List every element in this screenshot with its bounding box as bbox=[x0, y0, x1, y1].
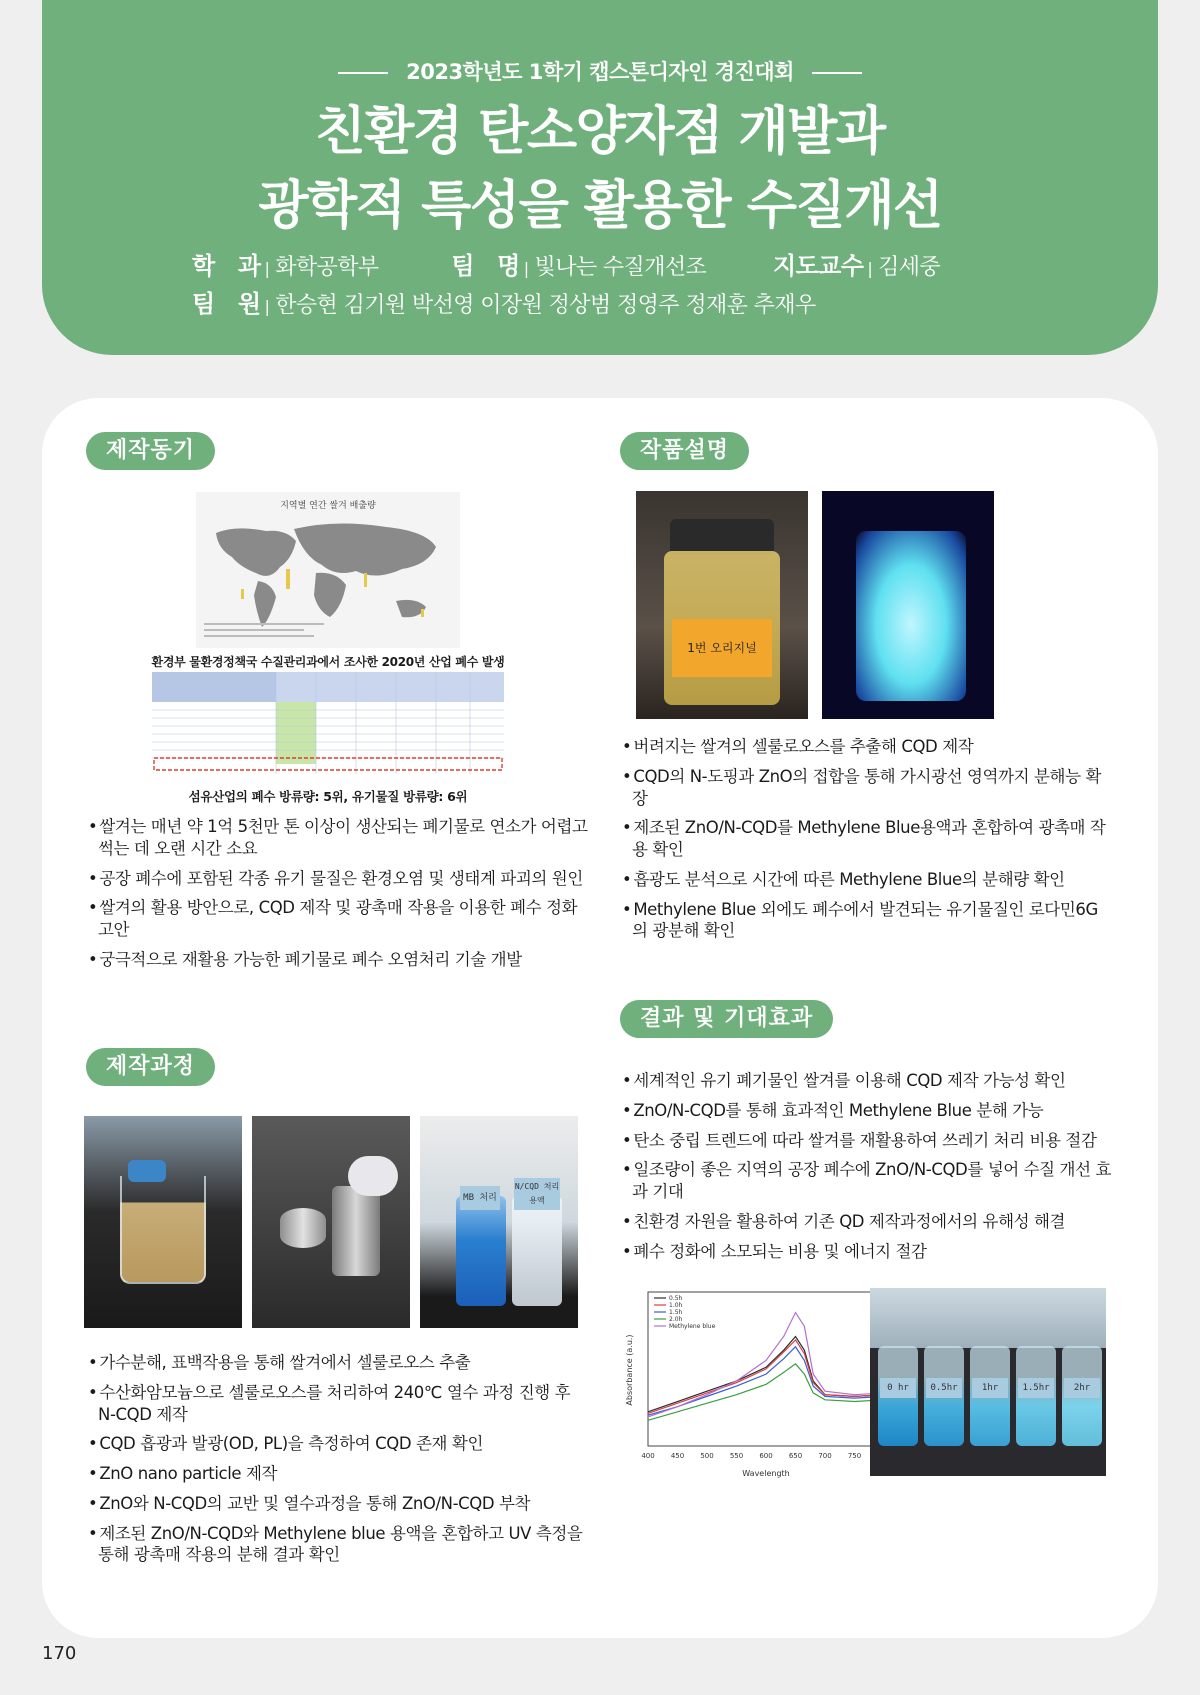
vial-label: 1hr bbox=[972, 1378, 1008, 1398]
content-card bbox=[42, 398, 1158, 1638]
rice-bran-beaker-photo bbox=[84, 1116, 242, 1328]
poster-title bbox=[42, 96, 1158, 244]
jar-cap bbox=[670, 519, 774, 555]
contest-title: 2023학년도 1학기 캡스톤디자인 경진대회 bbox=[42, 56, 1158, 86]
list-item: • 쌀겨는 매년 약 1억 5천만 톤 이상이 생산되는 폐기물로 연소가 어렵고 썩는 데 오랜 시간 소요 bbox=[88, 816, 588, 860]
team-label: 팀 명 bbox=[451, 252, 520, 280]
members-label: 팀 원 bbox=[192, 290, 261, 318]
vessel-lid bbox=[280, 1208, 326, 1248]
motivation-heading: 제작동기 bbox=[86, 432, 215, 470]
legend-label: 2.0h bbox=[669, 1316, 683, 1323]
legend-label: 0.5h bbox=[669, 1295, 683, 1302]
list-item: • 일조량이 좋은 지역의 공장 폐수에 ZnO/N-CQD를 넣어 수질 개선 효과 기대 bbox=[622, 1159, 1112, 1203]
list-item: • ZnO와 N-CQD의 교반 및 열수과정을 통해 ZnO/N-CQD 부착 bbox=[88, 1493, 588, 1515]
y-axis-label: Absorbance (a.u.) bbox=[625, 1334, 634, 1406]
process-bullet-list bbox=[88, 1352, 588, 1574]
list-item: • 탄소 중립 트렌드에 따라 쌀겨를 재활용하여 쓰레기 처리 비용 절감 bbox=[622, 1130, 1112, 1152]
process-heading: 제작과정 bbox=[86, 1048, 215, 1086]
x-tick-label: 500 bbox=[700, 1452, 714, 1460]
divider-right bbox=[812, 72, 862, 74]
dept-label: 학 과 bbox=[192, 252, 261, 280]
legend-label: Methylene blue bbox=[669, 1323, 716, 1330]
vial-label: 2hr bbox=[1064, 1378, 1100, 1398]
wastewater-table-image bbox=[152, 672, 504, 774]
bottle-label-2: N/CQD 처리 용액 bbox=[514, 1178, 560, 1210]
description-bullet-list bbox=[622, 736, 1112, 950]
divider-left bbox=[338, 72, 388, 74]
list-item: • ZnO/N-CQD를 통해 효과적인 Methylene Blue 분해 가능 bbox=[622, 1100, 1112, 1122]
list-item: • 친환경 자원을 활용하여 기존 QD 제작과정에서의 유해성 해결 bbox=[622, 1211, 1112, 1233]
list-item: • CQD 흡광과 발광(OD, PL)을 측정하여 CQD 존재 확인 bbox=[88, 1433, 588, 1455]
advisor-value: 김세중 bbox=[878, 255, 941, 280]
description-heading: 작품설명 bbox=[620, 432, 749, 470]
jar-label: 1번 오리지널 bbox=[672, 619, 772, 677]
list-item: • 흡광도 분석으로 시간에 따른 Methylene Blue의 분해량 확인 bbox=[622, 869, 1112, 891]
results-heading: 결과 및 기대효과 bbox=[620, 1000, 833, 1038]
title-line-2: 광학적 특성을 활용한 수질개선 bbox=[258, 175, 942, 236]
absorbance-chart bbox=[624, 1286, 894, 1480]
beaker-cap bbox=[128, 1160, 166, 1182]
list-item: • 제조된 ZnO/N-CQD를 Methylene Blue용액과 혼합하여 광촉매 작용 확인 bbox=[622, 817, 1112, 861]
list-item: • 버려지는 쌀겨의 셀룰로오스를 추출해 CQD 제작 bbox=[622, 736, 1112, 758]
x-tick-label: 550 bbox=[729, 1452, 744, 1460]
wastewater-table-caption: 섬유산업의 폐수 방류량: 5위, 유기물질 방류량: 6위 bbox=[188, 789, 468, 804]
list-item: • 공장 폐수에 포함된 각종 유기 물질은 환경오염 및 생태계 파괴의 원인 bbox=[88, 868, 588, 890]
blue-bottle bbox=[456, 1196, 506, 1306]
map-title: 지역별 연간 쌀겨 배출량 bbox=[280, 501, 376, 511]
x-tick-label: 750 bbox=[847, 1452, 862, 1460]
dept-value: 화학공학부 bbox=[275, 255, 379, 280]
poster-header bbox=[42, 0, 1158, 355]
x-tick-label: 450 bbox=[670, 1452, 685, 1460]
list-item: • 궁극적으로 재활용 가능한 폐기물로 폐수 오염처리 기술 개발 bbox=[88, 949, 588, 971]
list-item: • 세계적인 유기 폐기물인 쌀겨를 이용해 CQD 제작 가능성 확인 bbox=[622, 1070, 1112, 1092]
motivation-bullet-list bbox=[88, 816, 588, 979]
results-bullet-list bbox=[622, 1070, 1112, 1270]
legend-label: 1.0h bbox=[669, 1302, 683, 1309]
wastewater-table-title: 환경부 물환경정책국 수질관리과에서 조사한 2020년 산업 폐수 발생 bbox=[151, 655, 505, 669]
legend-label: 1.5h bbox=[669, 1309, 683, 1316]
title-line-1: 친환경 탄소양자점 개발과 bbox=[315, 102, 885, 162]
clear-bottle bbox=[512, 1196, 562, 1306]
cqd-jar-photo bbox=[636, 491, 808, 719]
vessel-body bbox=[332, 1186, 380, 1276]
list-item: • ZnO nano particle 제작 bbox=[88, 1463, 588, 1485]
world-map-icon bbox=[196, 511, 460, 648]
members-value: 한승현 김기원 박선영 이장원 정상범 정영주 정재훈 추재우 bbox=[275, 293, 816, 318]
list-item: • 쌀겨의 활용 방안으로, CQD 제작 및 광촉매 작용을 이용한 폐수 정화 고안 bbox=[88, 897, 588, 941]
glowing-vial bbox=[856, 531, 966, 701]
vial-label: 1.5hr bbox=[1018, 1378, 1054, 1398]
beaker bbox=[120, 1176, 206, 1284]
x-tick-label: 700 bbox=[818, 1452, 832, 1460]
gloved-hand bbox=[348, 1156, 398, 1196]
vial-label: 0.5hr bbox=[926, 1378, 962, 1398]
vial-label: 0 hr bbox=[880, 1378, 916, 1398]
page-number: 170 bbox=[42, 1643, 77, 1664]
x-axis-label: Wavelength bbox=[742, 1469, 790, 1478]
solution-bottles-photo bbox=[420, 1116, 578, 1328]
vials-photo bbox=[870, 1288, 1106, 1476]
advisor-label: 지도교수 bbox=[772, 252, 864, 280]
list-item: • CQD의 N-도핑과 ZnO의 접합을 통해 가시광선 영역까지 분해능 확장 bbox=[622, 766, 1112, 810]
list-item: • Methylene Blue 외에도 폐수에서 발견되는 유기물질인 로다민6G의 광분해 확인 bbox=[622, 899, 1112, 943]
meta-row-1: 학 과 | 화학공학부 팀 명 | 빛나는 수질개선조 지도교수 | 김세중 bbox=[192, 252, 941, 280]
meta-row-2: 팀 원 | 한승현 김기원 박선영 이장원 정상범 정영주 정재훈 추재우 bbox=[192, 290, 816, 318]
rice-bran-map-image bbox=[196, 492, 460, 648]
cqd-fluorescence-photo bbox=[822, 491, 994, 719]
team-value: 빛나는 수질개선조 bbox=[534, 255, 707, 280]
autoclave-vessel-photo bbox=[252, 1116, 410, 1328]
bottle-label-1: MB 처리 bbox=[460, 1186, 500, 1210]
list-item: • 제조된 ZnO/N-CQD와 Methylene blue 용액을 혼합하고 UV 측정을 통해 광촉매 작용의 분해 결과 확인 bbox=[88, 1523, 588, 1567]
list-item: • 수산화암모늄으로 셀룰로오스를 처리하여 240℃ 열수 과정 진행 후 N-CQD 제작 bbox=[88, 1382, 588, 1426]
x-tick-label: 650 bbox=[788, 1452, 803, 1460]
list-item: • 폐수 정화에 소모되는 비용 및 에너지 절감 bbox=[622, 1241, 1112, 1263]
x-tick-label: 600 bbox=[759, 1452, 773, 1460]
list-item: • 가수분해, 표백작용을 통해 쌀겨에서 셀룰로오스 추출 bbox=[88, 1352, 588, 1374]
x-tick-label: 400 bbox=[641, 1452, 655, 1460]
